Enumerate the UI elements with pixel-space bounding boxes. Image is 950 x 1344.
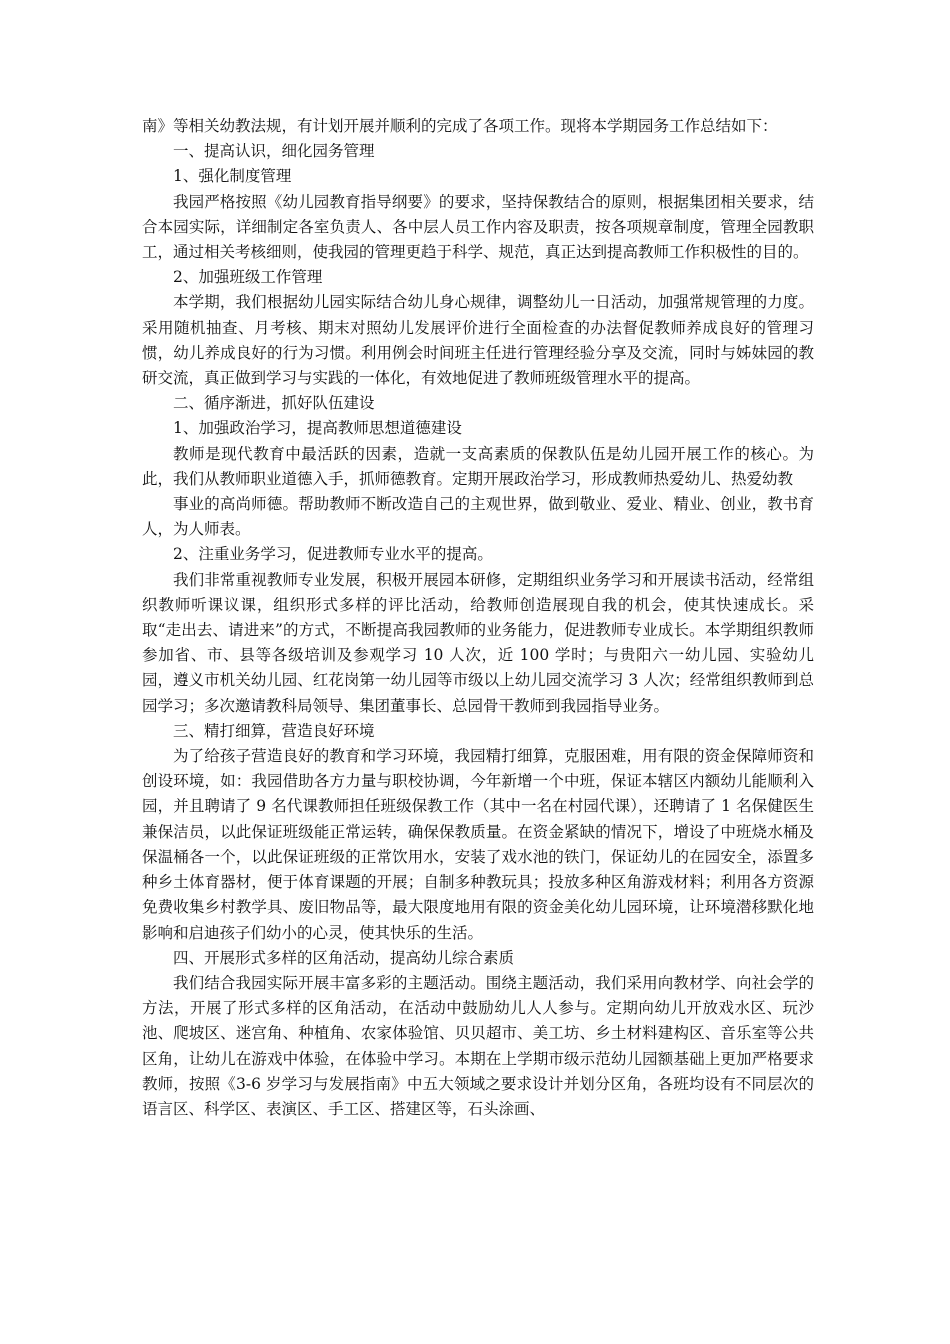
paragraph-intro: 南》等相关幼教法规，有计划开展并顺利的完成了各项工作。现将本学期园务工作总结如下： — [142, 117, 778, 135]
document-page — [142, 114, 814, 1122]
heading-section-1: 一、提高认识，细化园务管理 — [173, 142, 375, 161]
paragraph-3: 为了给孩子营造良好的教育和学习环境，我园精打细算，克服困难，用有限的资金保障师资和创设环境，如：我园借助各方力量与职校协调，今年新增一个中班，保证本辖区内额幼儿能顺利入园，并且聘请了 9 名代课教师担任班级保教工作（其中一名在村园代课），还聘请了 1 名保健医生兼保洁员，以此保证班级能正常运转，确保保教质量。在资金紧缺的情况下，增设了中班烧水桶及保温桶各一个，以此保证班级的正常饮用水，安装了戏水池的铁门，保证幼儿的在园安全，添置多种乡土体育器材，便于体育课题的开展；自制多种教玩具；投放多种区角游戏材料；利用各方资源免费收集乡村教学具、废旧物品等，最大限度地用有限的资金美化幼儿园环境，让环境潜移默化地影响和启迪孩子们幼小的心灵，使其快乐的生活。 — [142, 747, 814, 942]
paragraph-2-2: 我们非常重视教师专业发展，积极开展园本研修，定期组织业务学习和开展读书活动，经常组织教师听课议课，组织形式多样的评比活动，给教师创造展现自我的机会，使其快速成长。采取“走出去、请进来”的方式，不断提高我园教师的业务能力，促进教师专业成长。本学期组织教师参加省、市、县等各级培训及参观学习 10 人次，近 100 学时；与贵阳六一幼儿园、实验幼儿园，遵义市机关幼儿园、红花岗第一幼儿园等市级以上幼儿园交流学习 3 人次；经常组织教师到总园学习；多次邀请教科局领导、集团董事长、总园骨干教师到我园指导业务。 — [142, 570, 814, 715]
subheading-1-2: 2、加强班级工作管理 — [173, 268, 323, 287]
heading-section-3: 三、精打细算，营造良好环境 — [173, 721, 375, 740]
paragraph-2-1a: 教师是现代教育中最活跃的因素，造就一支高素质的保教队伍是幼儿园开展工作的核心。为此，我们从教师职业道德入手，抓师德教育。定期开展政治学习，形成教师热爱幼儿、热爱幼教 — [142, 444, 814, 488]
subheading-1-1: 1、强化制度管理 — [173, 167, 292, 186]
heading-section-4: 四、开展形式多样的区角活动，提高幼儿综合素质 — [173, 948, 515, 967]
subheading-2-1: 1、加强政治学习，提高教师思想道德建设 — [173, 419, 462, 438]
paragraph-4: 我们结合我园实际开展丰富多彩的主题活动。围绕主题活动，我们采用向教材学、向社会学的方法，开展了形式多样的区角活动，在活动中鼓励幼儿人人参与。定期向幼儿开放戏水区、玩沙池、爬坡区、迷宫角、种植角、农家体验馆、贝贝超市、美工坊、乡土材料建构区、音乐室等公共区角，让幼儿在游戏中体验，在体验中学习。本期在上学期市级示范幼儿园额基础上更加严格要求教师，按照《3-6 岁学习与发展指南》中五大领域之要求设计并划分区角，各班均设有不同层次的语言区、科学区、表演区、手工区、搭建区等，石头涂画、 — [142, 973, 814, 1118]
paragraph-2-1b: 事业的高尚师德。帮助教师不断改造自己的主观世界，做到敬业、爱业、精业、创业，教书育人，为人师表。 — [142, 495, 814, 539]
heading-section-2: 二、循序渐进，抓好队伍建设 — [173, 394, 375, 413]
subheading-2-2: 2、注重业务学习，促进教师专业水平的提高。 — [173, 545, 493, 564]
paragraph-1-1: 我园严格按照《幼儿园教育指导纲要》的要求，坚持保教结合的原则，根据集团相关要求，结合本园实际，详细制定各室负责人、各中层人员工作内容及职责，按各项规章制度，管理全园教职工，通过相关考核细则，使我园的管理更趋于科学、规范，真正达到提高教师工作积极性的目的。 — [142, 192, 814, 262]
paragraph-1-2: 本学期，我们根据幼儿园实际结合幼儿身心规律，调整幼儿一日活动，加强常规管理的力度。采用随机抽查、月考核、期末对照幼儿发展评价进行全面检查的办法督促教师养成良好的管理习惯，幼儿养成良好的行为习惯。利用例会时间班主任进行管理经验分享及交流，同时与姊妹园的教研交流，真正做到学习与实践的一体化，有效地促进了教师班级管理水平的提高。 — [142, 293, 814, 388]
